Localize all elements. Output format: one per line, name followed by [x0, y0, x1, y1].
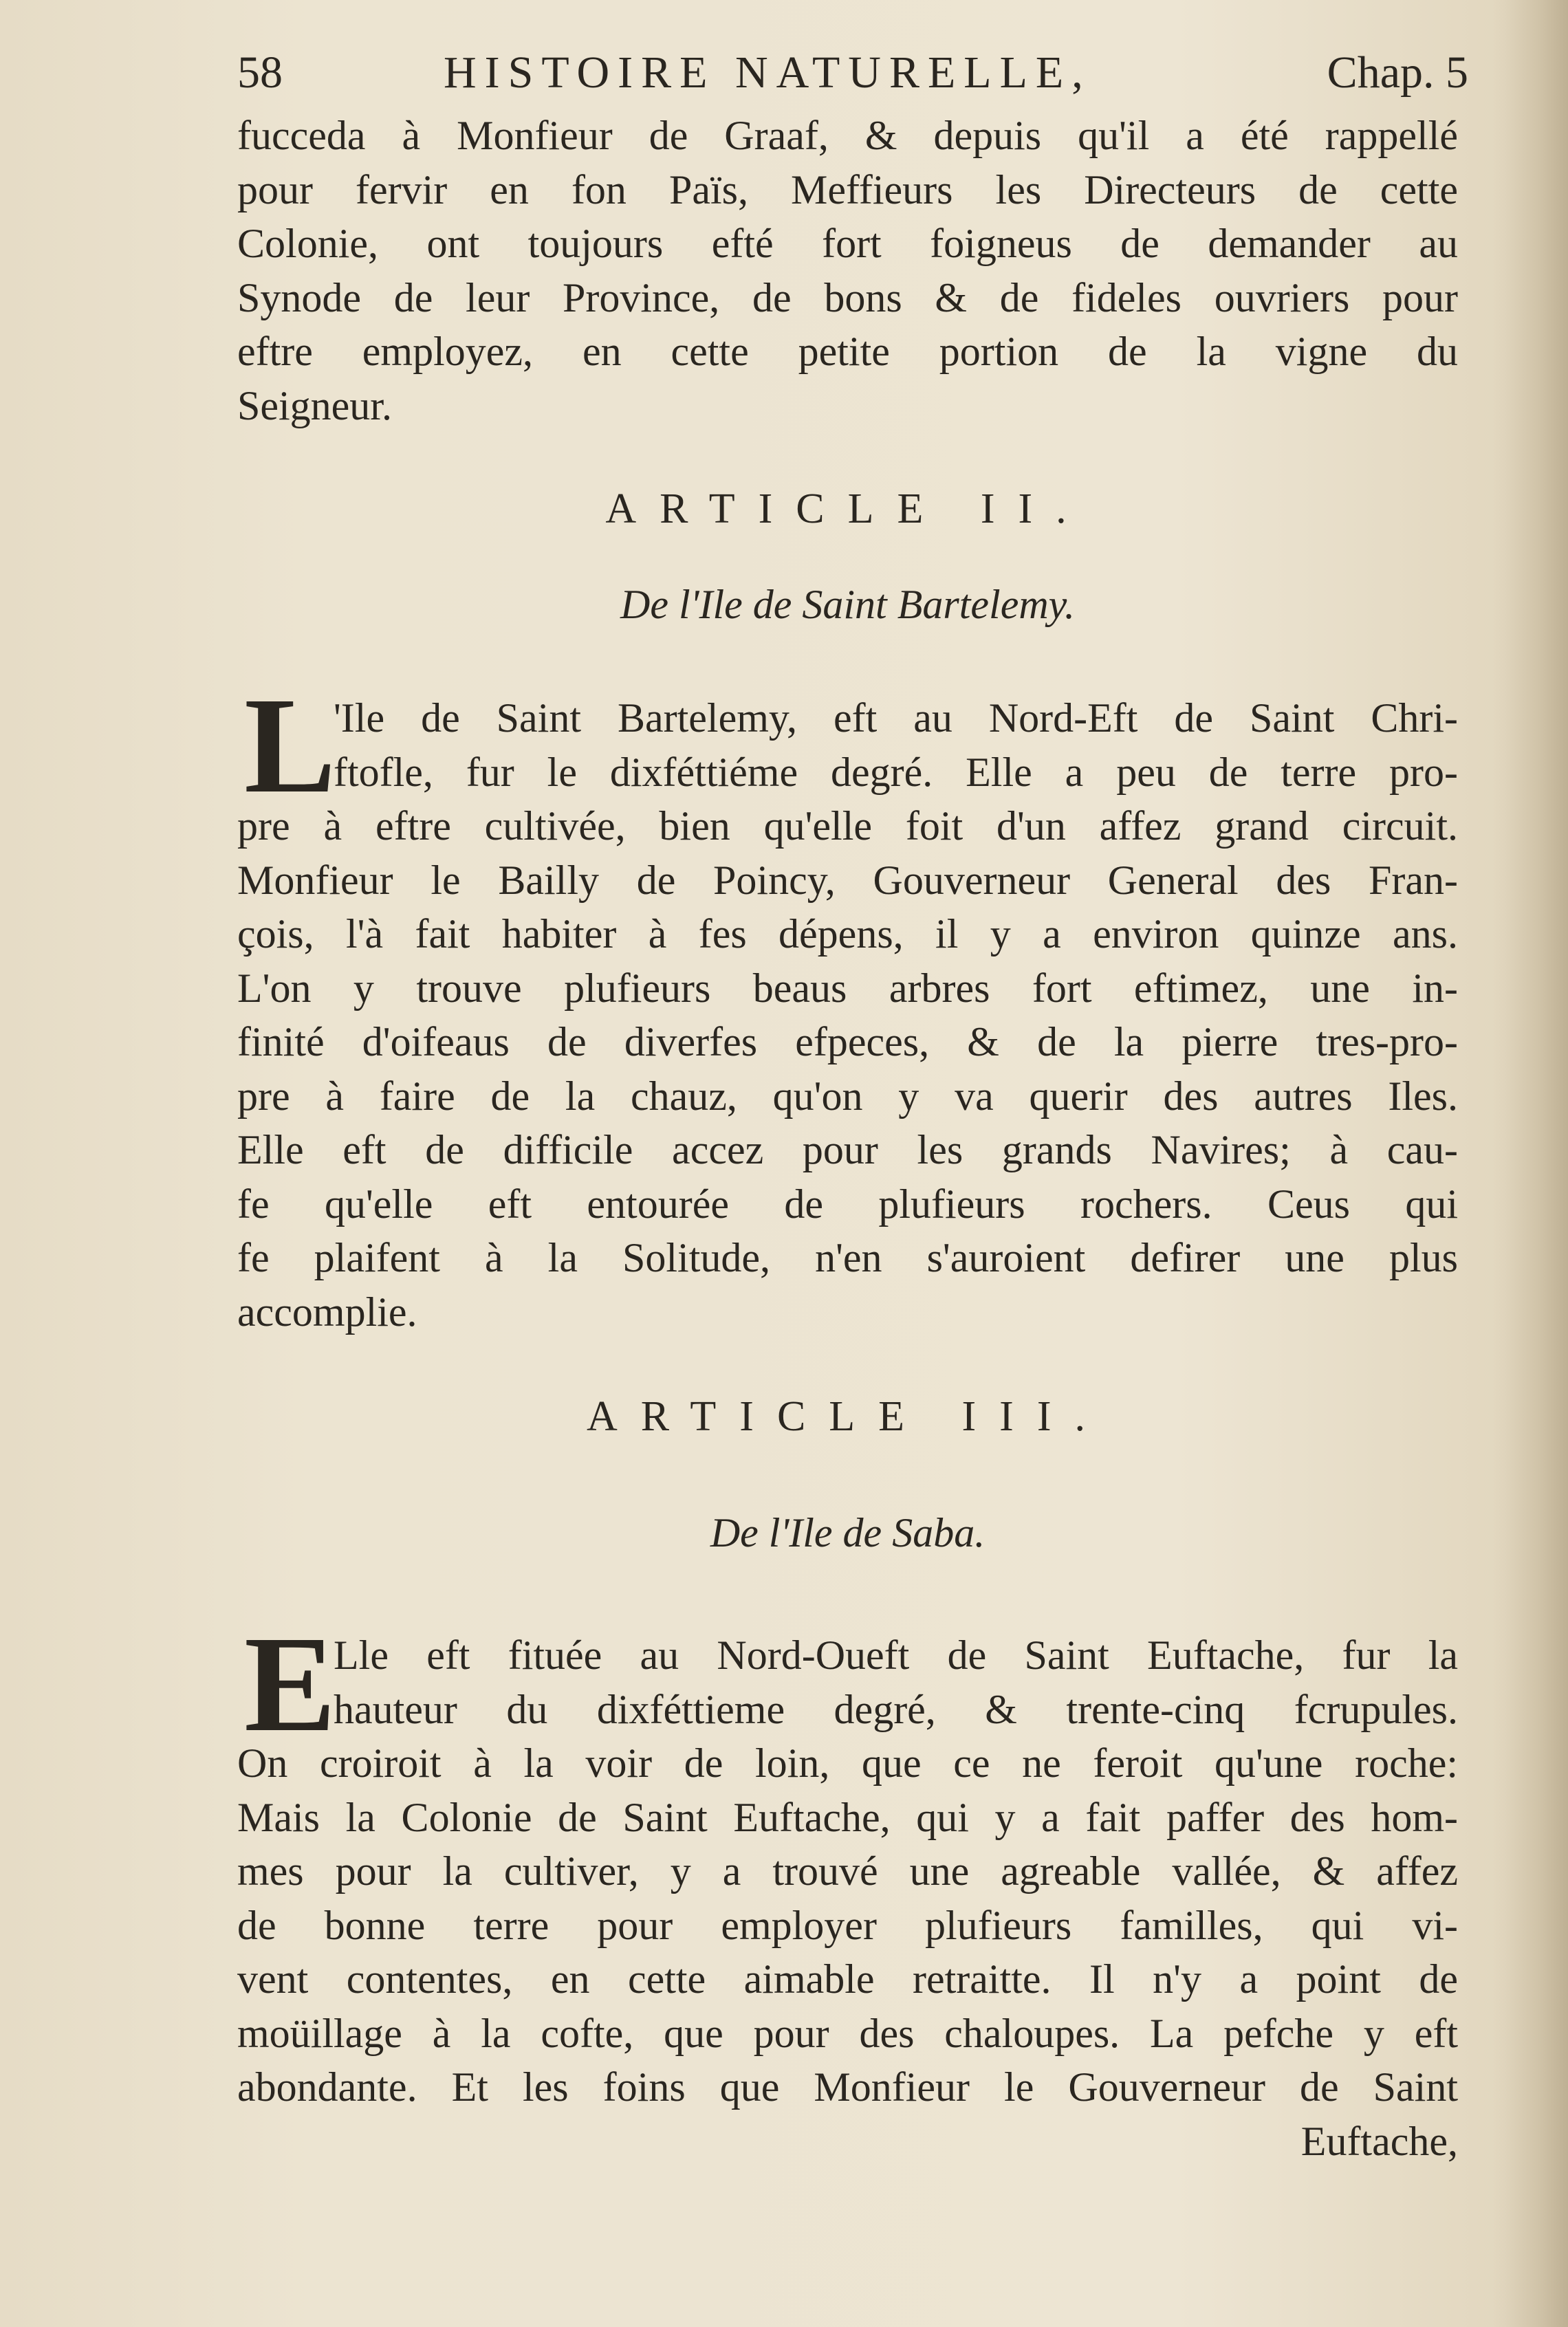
article-3-paragraph — [237, 1608, 1458, 2168]
article-3-heading: ARTICLE III. — [587, 1393, 1109, 1440]
text-line: abondante. Et les foins que Monfieur le Gouverneur de Saint — [237, 2064, 1458, 2110]
page-gutter-shadow — [1492, 0, 1568, 2327]
text-line: accomplie. — [237, 1289, 417, 1335]
text-line: eftre employez, en cette petite portion de la vigne du — [237, 329, 1458, 374]
text-line: fe qu'elle eft entourée de plufieurs rochers. Ceus qui — [237, 1181, 1458, 1227]
text-line: Elle eft de difficile accez pour les grands Navires; à cau- — [237, 1127, 1458, 1172]
text-line: fucceda à Monfieur de Graaf, & depuis qu'il a été rappellé — [237, 113, 1458, 158]
text-line: On croiroit à la voir de loin, que ce ne feroit qu'une roche: — [237, 1740, 1458, 1786]
text-line: ftofle, fur le dixféttiéme degré. Elle a peu de terre pro- — [334, 749, 1458, 795]
running-header — [237, 40, 1468, 105]
article-3-subheading: De l'Ile de Saba. — [710, 1510, 986, 1555]
intro-paragraph — [237, 109, 1458, 433]
text-line: fe plaifent à la Solitude, n'en s'auroient defirer une plus — [237, 1235, 1458, 1280]
page-number: 58 — [237, 47, 283, 98]
text-line: de bonne terre pour employer plufieurs familles, qui vi- — [237, 1902, 1458, 1948]
text-line: vent contentes, en cette aimable retraitte. Il n'y a point de — [237, 1956, 1458, 2002]
article-3-drop-cap: E — [244, 1608, 336, 1760]
text-line: hauteur du dixféttieme degré, & trente-cinq fcrupules. — [334, 1686, 1458, 1732]
text-line: pre à faire de la chauz, qu'on y va querir des autres Iles. — [237, 1073, 1458, 1119]
text-line: 'Ile de Saint Bartelemy, eft au Nord-Eft de Saint Chri- — [334, 695, 1458, 741]
text-line: pour fervir en fon Païs, Meffieurs les Directeurs de cette — [237, 166, 1458, 212]
text-line: finité d'oifeaus de diverfes efpeces, & de la pierre tres-pro- — [237, 1019, 1458, 1064]
text-line: Synode de leur Province, de bons & de fideles ouvriers pour — [237, 274, 1458, 320]
article-2-paragraph — [237, 670, 1458, 1339]
catchword: Euftache, — [1300, 2118, 1458, 2164]
chapter-label: Chap. 5 — [1327, 47, 1468, 98]
text-line: moüillage à la cofte, que pour des chaloupes. La pefche y eft — [237, 2010, 1458, 2056]
text-line: Seigneur. — [237, 382, 392, 428]
text-line: Lle eft fituée au Nord-Oueft de Saint Euftache, fur la — [334, 1632, 1458, 1678]
article-2-subheading: De l'Ile de Saint Bartelemy. — [620, 582, 1075, 627]
article-2-heading: ARTICLE II. — [605, 485, 1090, 532]
text-line: pre à eftre cultivée, bien qu'elle foit d'un affez grand circuit. — [237, 803, 1458, 849]
text-line: mes pour la cultiver, y a trouvé une agreable vallée, & affez — [237, 1848, 1458, 1894]
text-line: Monfieur le Bailly de Poincy, Gouverneur General des Fran- — [237, 857, 1458, 903]
text-line: çois, l'à fait habiter à fes dépens, il y a environ quinze ans. — [237, 911, 1458, 957]
text-line: Mais la Colonie de Saint Euftache, qui y a fait paffer des hom- — [237, 1794, 1458, 1840]
text-line: L'on y trouve plufieurs beaus arbres fort eftimez, une in- — [237, 965, 1458, 1011]
article-2-drop-cap: L — [244, 670, 336, 822]
running-title: HISTOIRE NATURELLE, — [444, 47, 1091, 98]
text-line: Colonie, ont toujours efté fort foigneus de demander au — [237, 221, 1458, 266]
